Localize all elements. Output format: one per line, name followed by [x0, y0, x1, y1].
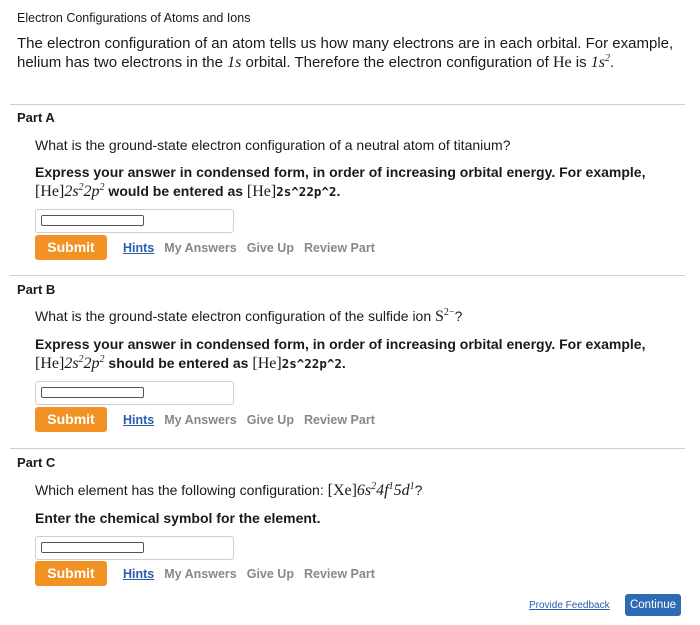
- part-c-actions: [123, 567, 385, 581]
- part-c-label: Part C: [17, 455, 56, 470]
- part-c-my-answers-link[interactable]: My Answers: [164, 567, 237, 581]
- part-b-submit-button[interactable]: Submit: [35, 407, 107, 432]
- answer-field[interactable]: [41, 215, 144, 226]
- part-c-instruction: Enter the chemical symbol for the element.: [35, 510, 321, 526]
- divider: [10, 104, 685, 105]
- part-c-submit-button[interactable]: Submit: [35, 561, 107, 586]
- divider: [10, 448, 685, 449]
- sulfide-ion: $S^{2-}$: [435, 307, 455, 325]
- part-b-review-part-link[interactable]: Review Part: [303, 413, 375, 427]
- part-b-my-answers-link[interactable]: My Answers: [164, 413, 237, 427]
- part-a-question: What is the ground-state electron configuration of a neutral atom of titanium?: [35, 137, 511, 153]
- part-a-instruction: Express your answer in condensed form, in order of increasing orbital energy. For example, $[He]2s^22p^2$ would be entered as [He]2s^22p^2.: [35, 164, 646, 200]
- divider: [10, 275, 685, 276]
- part-b-give-up-link[interactable]: Give Up: [246, 413, 294, 427]
- part-a-answer-input[interactable]: [35, 209, 234, 233]
- intro-text: The electron configuration of an atom tells us how many electrons are in each orbital. For example, helium has two electrons in the 1s orbital. Therefore the electron configuration of He is $1s^2$.: [17, 35, 674, 71]
- config-1s2: $1s^2$: [590, 53, 610, 71]
- part-a-hints-link[interactable]: Hints: [123, 241, 155, 255]
- part-a-actions: [123, 241, 385, 255]
- page-title: Electron Configurations of Atoms and Ions: [17, 11, 251, 25]
- part-c-give-up-link[interactable]: Give Up: [246, 567, 294, 581]
- part-c-hints-link[interactable]: Hints: [123, 567, 155, 581]
- part-b-label: Part B: [17, 282, 56, 297]
- part-a-give-up-link[interactable]: Give Up: [246, 241, 294, 255]
- part-c-review-part-link[interactable]: Review Part: [303, 567, 375, 581]
- orbital-1s: 1s: [227, 54, 242, 71]
- part-b-question: What is the ground-state electron configuration of the sulfide ion $S^{2-}$?: [35, 307, 463, 325]
- part-b-hints-link[interactable]: Hints: [123, 413, 155, 427]
- continue-button[interactable]: Continue: [625, 594, 681, 616]
- part-a-submit-button[interactable]: Submit: [35, 235, 107, 260]
- part-c-question: Which element has the following configuration: $[Xe]6s^24f^15d^1$?: [35, 481, 423, 499]
- part-a-my-answers-link[interactable]: My Answers: [164, 241, 237, 255]
- part-b-instruction: Express your answer in condensed form, in order of increasing orbital energy. For example, $[He]2s^22p^2$ should be entered as [He]2s^22p^2.: [35, 336, 646, 372]
- part-b-answer-input[interactable]: [35, 381, 234, 405]
- provide-feedback-link[interactable]: Provide Feedback: [529, 600, 610, 611]
- part-c-answer-input[interactable]: [35, 536, 234, 560]
- answer-field[interactable]: [41, 542, 144, 553]
- part-b-actions: [123, 413, 385, 427]
- answer-field[interactable]: [41, 387, 144, 398]
- part-a-review-part-link[interactable]: Review Part: [303, 241, 375, 255]
- part-a-label: Part A: [17, 110, 55, 125]
- element-he: He: [552, 54, 572, 71]
